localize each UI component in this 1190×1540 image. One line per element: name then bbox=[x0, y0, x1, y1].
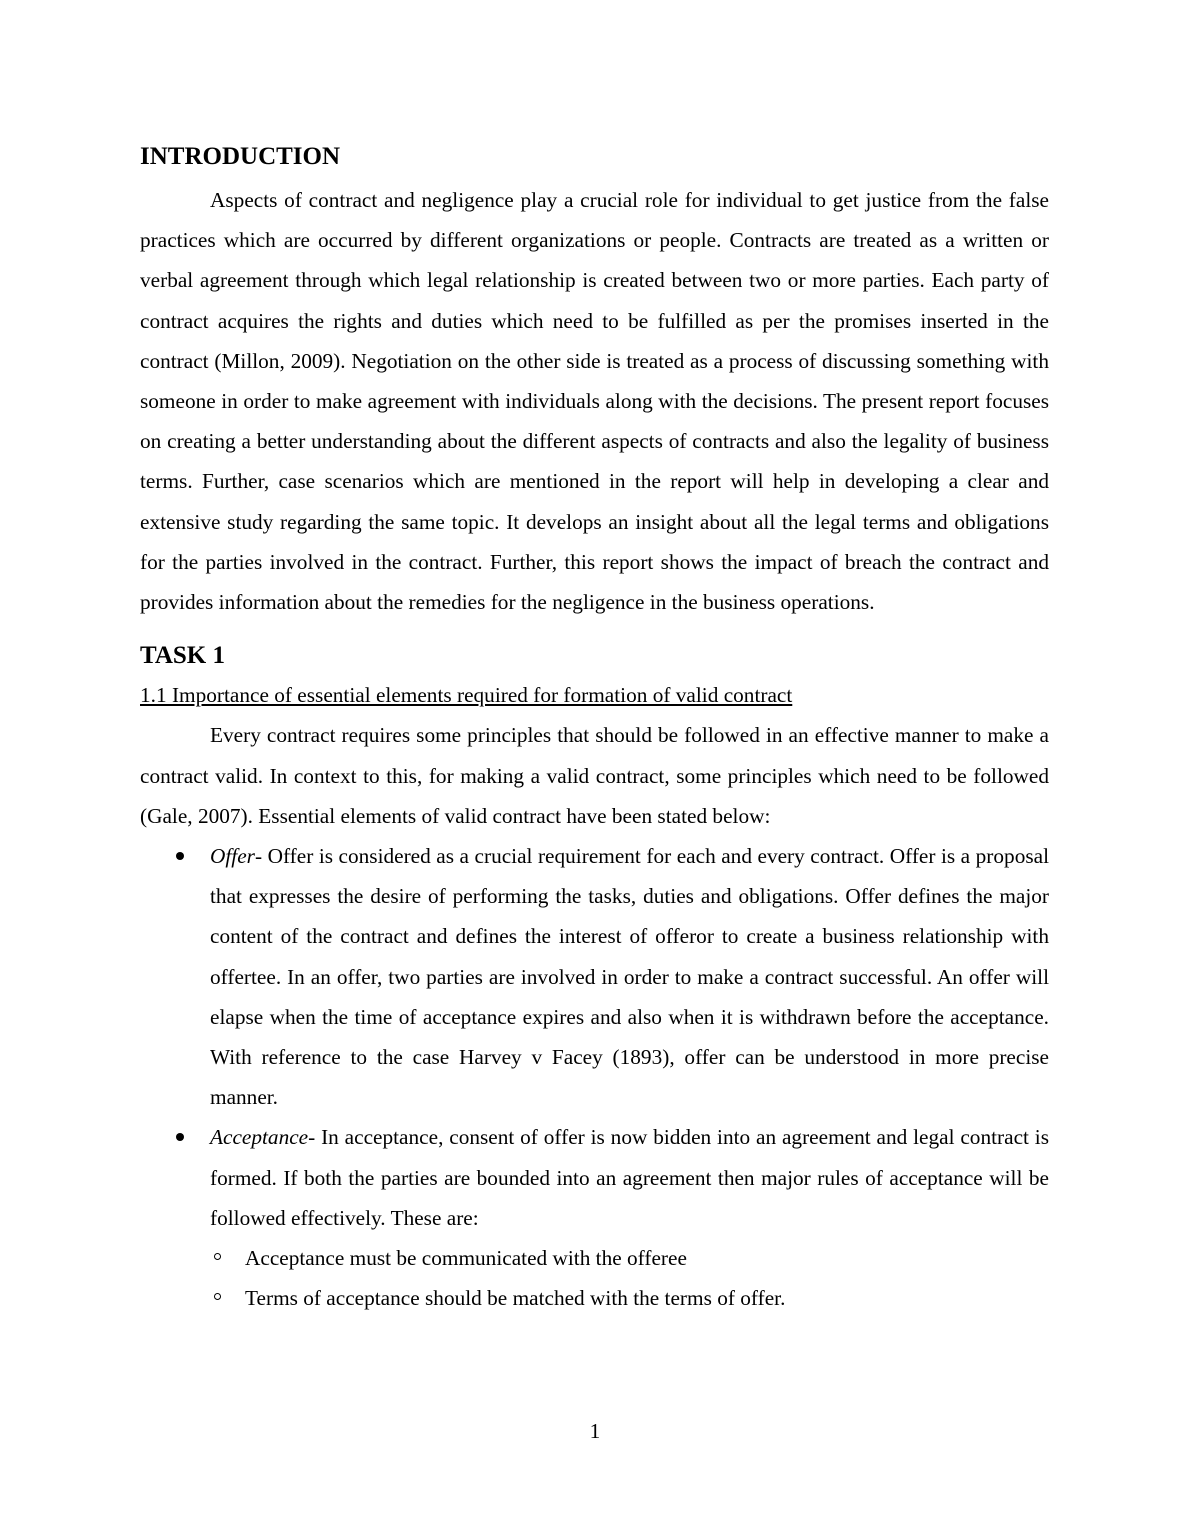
page-number: 1 bbox=[589, 1419, 601, 1443]
hollow-bullet-icon bbox=[214, 1253, 221, 1260]
task-1-heading: TASK 1 bbox=[140, 642, 225, 670]
list-item bbox=[140, 1278, 1049, 1318]
offer-description: - Offer is considered as a crucial requirement for each and every contract. Offer is a proposal that expresses the desire of performing the tasks, duties and obligations. Offer defines the major content of the contract and defines the interest of offeror to create a business relationship with offertee. In an offer, two parties are involved in order to make a contract successful. An offer will elapse when the time of acceptance expires and also when it is withdrawn before the acceptance. With reference to the case Harvey v Facey (1893), offer can be understood in more precise manner. bbox=[210, 844, 1049, 1110]
bullet-icon bbox=[176, 852, 184, 860]
introduction-paragraph: Aspects of contract and negligence play a crucial role for individual to get justice from the false practices which are occurred by different organizations or people. Contracts are treated as a written or verbal agreement through which legal relationship is created between two or more parties. Each party of contract acquires the rights and duties which need to be fulfilled as per the promises inserted in the contract (Millon, 2009). Negotiation on the other side is treated as a process of discussing something with someone in order to make agreement with individuals along with the decisions. The present report focuses on creating a better understanding about the different aspects of contracts and also the legality of business terms. Further, case scenarios which are mentioned in the report will help in developing a clear and extensive study regarding the same topic. It develops an insight about all the legal terms and obligations for the parties involved in the contract. Further, this report shows the impact of breach the contract and provides information about the remedies for the negligence in the business operations. bbox=[140, 188, 1049, 615]
list-item bbox=[140, 1238, 1049, 1278]
acceptance-description: - In acceptance, consent of offer is now bidden into an agreement and legal contract is formed. If both the parties are bounded into an agreement then major rules of acceptance will be followed effectively. These are: bbox=[210, 1125, 1049, 1230]
list-item-acceptance bbox=[140, 1117, 1049, 1238]
essential-elements-list bbox=[140, 836, 1049, 1238]
introduction-heading: INTRODUCTION bbox=[140, 143, 341, 170]
acceptance-rules-list bbox=[140, 1238, 1049, 1318]
document-page bbox=[140, 140, 1049, 1318]
acceptance-rule: Acceptance must be communicated with the offeree bbox=[245, 1246, 687, 1271]
term-acceptance: Acceptance bbox=[210, 1125, 309, 1150]
term-offer: Offer bbox=[210, 844, 255, 869]
list-item-offer bbox=[140, 836, 1049, 1117]
acceptance-rule: Terms of acceptance should be matched with the terms of offer. bbox=[245, 1286, 786, 1311]
task-1-paragraph: Every contract requires some principles that should be followed in an effective manner to make a contract valid. In context to this, for making a valid contract, some principles which need to be followed (Gale, 2007). Essential elements of valid contract have been stated below: bbox=[140, 723, 1049, 828]
bullet-icon bbox=[176, 1133, 184, 1141]
hollow-bullet-icon bbox=[214, 1293, 221, 1300]
section-1-1-subheading: 1.1 Importance of essential elements required for formation of valid contract bbox=[140, 683, 793, 708]
